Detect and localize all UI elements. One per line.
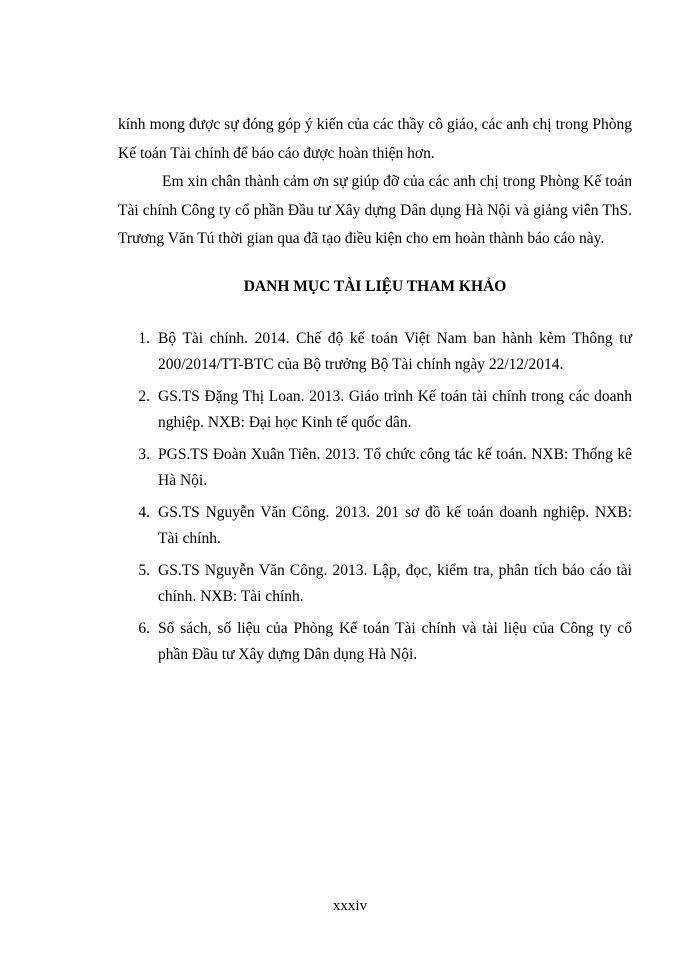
reference-item-5 (118, 558, 632, 610)
reference-text: GS.TS Nguyễn Văn Công. 2013. Lập, đọc, kiểm tra, phân tích báo cáo tài chính. NXB: Tài chính. (158, 562, 632, 605)
reference-text: Sổ sách, số liệu của Phòng Kế toán Tài chính và tài liệu của Công ty cổ phần Đầu tư Xây dựng Dân dụng Hà Nội. (158, 620, 632, 663)
references-heading: DANH MỤC TÀI LIỆU THAM KHẢO (243, 278, 507, 295)
page-number: xxxiv (332, 898, 368, 914)
reference-item-1 (118, 326, 632, 378)
references-list (118, 326, 632, 674)
reference-item-3 (118, 442, 632, 494)
reference-number: 3. (138, 446, 150, 463)
reference-text: PGS.TS Đoàn Xuân Tiên. 2013. Tổ chức công tác kế toán. NXB: Thống kê Hà Nội. (158, 446, 632, 489)
reference-item-4 (118, 500, 632, 552)
reference-number: 2. (138, 388, 150, 405)
reference-number: 5. (138, 562, 150, 579)
reference-number: 1. (138, 330, 150, 347)
reference-number: 4. (138, 504, 150, 521)
reference-text: GS.TS Đặng Thị Loan. 2013. Giáo trình Kế toán tài chính trong các doanh nghiệp. NXB: Đại học Kinh tế quốc dân. (158, 388, 632, 431)
reference-number: 6. (138, 620, 150, 637)
reference-text: Bộ Tài chính. 2014. Chế độ kế toán Việt Nam ban hành kèm Thông tư 200/2014/TT-BTC của Bộ trưởng Bộ Tài chính ngày 22/12/2014. (158, 330, 632, 373)
paragraph-acknowledgement: Em xin chân thành cảm ơn sự giúp đỡ của các anh chị trong Phòng Kế toán Tài chính Công ty cổ phần Đầu tư Xây dựng Dân dụng Hà Nội và giảng viên ThS. Trương Văn Tú thời gian qua đã tạo điều kiện cho em hoàn thành báo cáo này. (118, 173, 632, 247)
paragraph-continuation: kính mong được sự đóng góp ý kiến của các thầy cô giáo, các anh chị trong Phòng Kế toán Tài chính để báo cáo được hoàn thiện hơn. (118, 116, 632, 162)
reference-item-2 (118, 384, 632, 436)
reference-text: GS.TS Nguyễn Văn Công. 2013. 201 sơ đồ kế toán doanh nghiệp. NXB: Tài chính. (158, 504, 632, 547)
reference-item-6 (118, 616, 632, 668)
